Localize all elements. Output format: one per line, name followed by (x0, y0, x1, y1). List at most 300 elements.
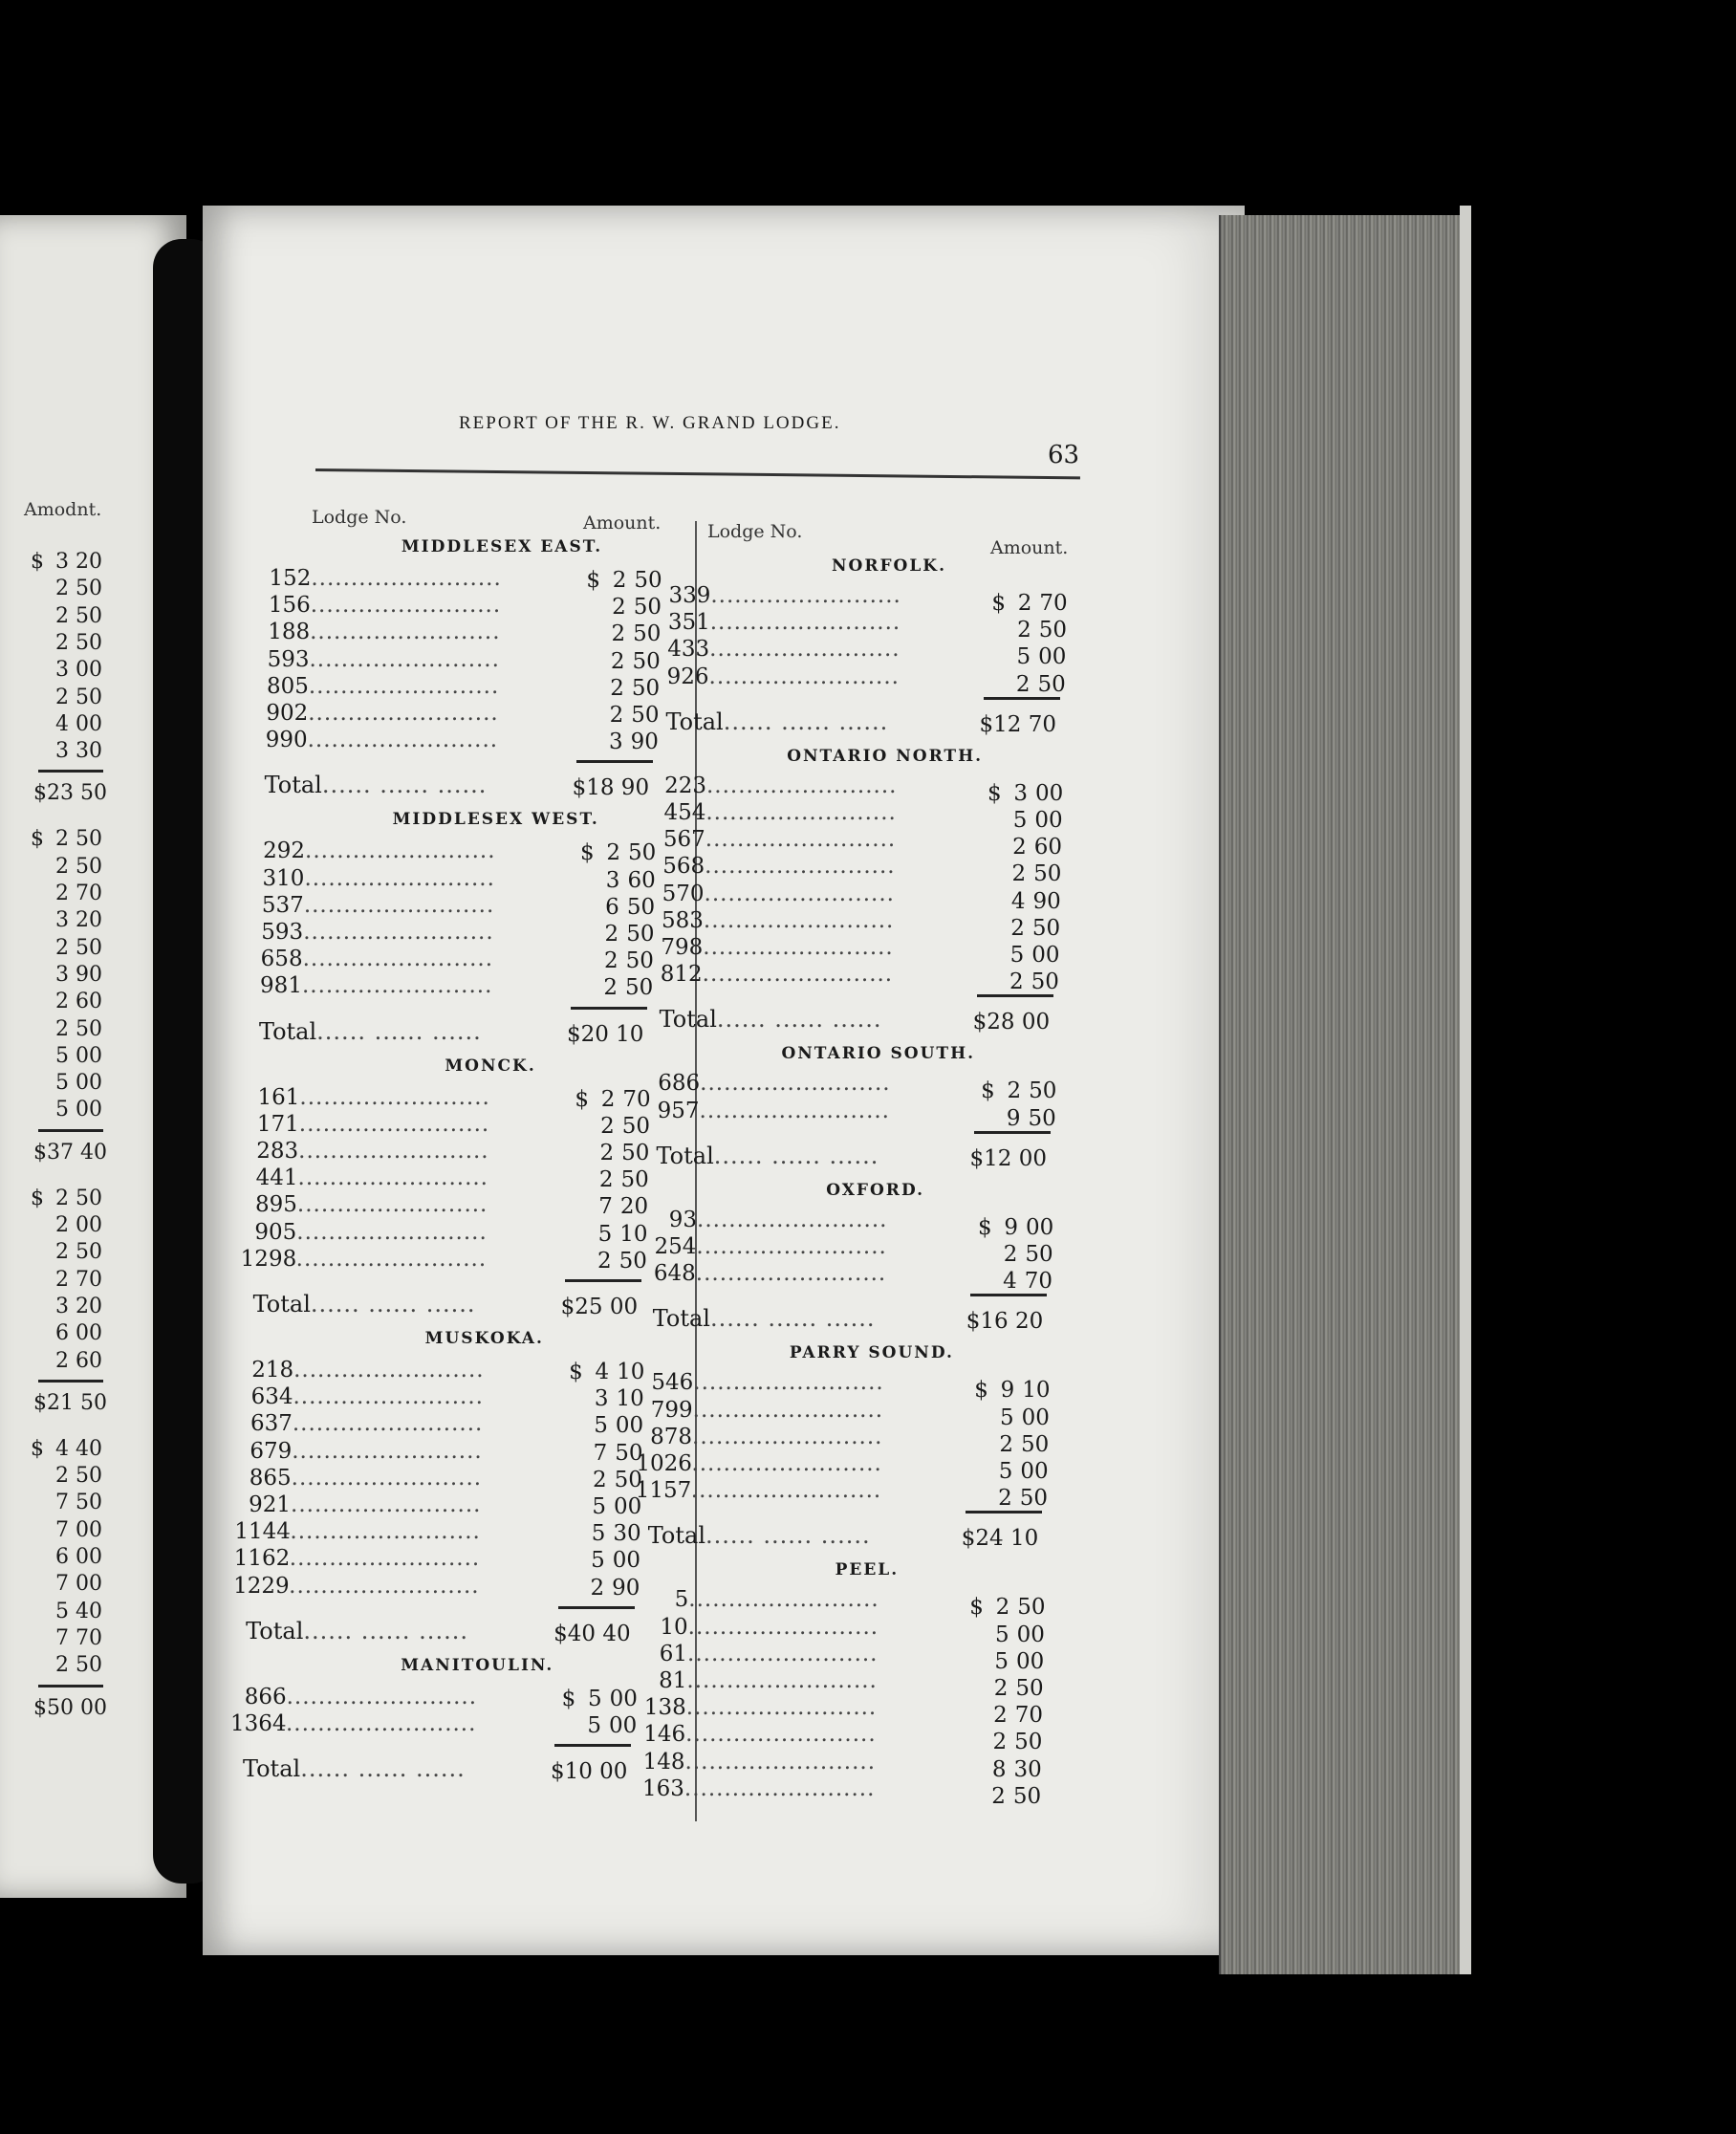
cents: 50 (1012, 1783, 1042, 1809)
dollars: 6 (605, 894, 619, 920)
dollars: 7 (598, 1194, 613, 1220)
leader-dots (296, 1220, 488, 1245)
cents: 50 (76, 1653, 102, 1678)
cents: 50 (628, 840, 657, 866)
leader-dots: ...... ...... ...... (713, 1142, 879, 1169)
total-rule (38, 1129, 103, 1132)
amount (984, 943, 1064, 968)
amount (31, 1071, 106, 1095)
leader-dots (310, 620, 501, 644)
amount (31, 1017, 106, 1041)
amount (583, 729, 663, 754)
lodge-number: 188 (268, 620, 311, 645)
cents: 50 (1037, 671, 1066, 697)
dollars: 2 (999, 1431, 1014, 1457)
leader-dots (686, 1695, 878, 1720)
dollars: 7 (55, 1625, 69, 1650)
cents: 50 (76, 935, 102, 960)
dollars: 2 (590, 1575, 605, 1600)
dollars: 2 (603, 948, 618, 974)
amount (990, 644, 1071, 669)
dollars: 2 (998, 1486, 1012, 1512)
lodge-number: 138 (643, 1695, 686, 1721)
total-amount: $23 50 (33, 781, 107, 806)
lodge-number: 1364 (229, 1711, 287, 1736)
cents: 20 (619, 1194, 649, 1220)
table-row (247, 973, 493, 1000)
currency-sign: $ (561, 1686, 576, 1711)
total-amount: $12 00 (969, 1145, 1047, 1171)
table-row (230, 1711, 477, 1738)
total-label (259, 1018, 482, 1045)
dollars: 5 (994, 1648, 1009, 1674)
lodge-number: 926 (666, 664, 709, 689)
dollars: 2 (993, 1703, 1008, 1729)
cents: 50 (1038, 618, 1068, 643)
dollars: 5 (594, 1413, 608, 1439)
dollars: 2 (55, 1267, 69, 1292)
table-row (632, 1642, 879, 1668)
amount (31, 686, 106, 709)
cents: 00 (76, 1572, 102, 1597)
cents: 00 (1034, 808, 1063, 833)
amount (977, 1269, 1057, 1294)
cents: 00 (612, 1548, 641, 1574)
leader-dots (710, 583, 901, 608)
total-label (653, 1305, 876, 1332)
currency-sign: $ (981, 1078, 995, 1104)
dollars: 3 (55, 908, 69, 933)
dollars: 9 (1004, 1214, 1019, 1240)
leader-dots: ...... ...... ...... (321, 772, 488, 799)
lodge-header-left: Lodge No. (312, 507, 407, 528)
table-row (638, 1398, 884, 1425)
dollars: 2 (55, 577, 69, 601)
lodge-number: 570 (662, 881, 705, 906)
leader-dots (704, 908, 895, 933)
leader-dots (311, 566, 502, 591)
amount (987, 808, 1067, 833)
total-rule (970, 1294, 1047, 1296)
total-label (246, 1618, 468, 1644)
table-row (248, 920, 494, 947)
currency-sign: $ (31, 827, 44, 852)
total-label (657, 1143, 879, 1169)
dollars: 2 (993, 1676, 1009, 1701)
cents: 00 (76, 1517, 102, 1542)
table-row (255, 593, 502, 620)
lodge-number: 902 (266, 701, 309, 726)
leader-dots (686, 1668, 878, 1693)
leader-dots (696, 1261, 887, 1286)
cents: 50 (76, 603, 102, 628)
lodge-number: 567 (662, 827, 705, 853)
amount (969, 1622, 1050, 1647)
cents: 50 (614, 1467, 642, 1492)
leader-dots (687, 1642, 879, 1666)
lodge-number: 148 (642, 1749, 685, 1775)
amount (31, 604, 106, 628)
cents: 30 (1013, 1756, 1042, 1782)
cents: 00 (1021, 1405, 1050, 1430)
total-label (265, 772, 488, 798)
lodge-number: 798 (661, 935, 704, 960)
dollars: 2 (600, 1113, 615, 1139)
lodge-number: 81 (659, 1668, 687, 1693)
total-rule (966, 1511, 1042, 1513)
total-label (648, 1522, 871, 1549)
total-label (243, 1755, 466, 1782)
dollars: 4 (1003, 1269, 1017, 1295)
dollars: 2 (55, 1240, 69, 1265)
leader-dots (684, 1776, 876, 1801)
cents: 50 (76, 827, 102, 852)
dollars: 2 (1015, 671, 1031, 697)
amount (31, 1044, 106, 1068)
cents: 50 (626, 922, 655, 947)
cents: 50 (76, 685, 102, 709)
lodge-number: 223 (664, 773, 706, 798)
section-title: MIDDLESEX WEST. (392, 810, 599, 830)
table-row (637, 1425, 883, 1451)
dollars: 2 (599, 1141, 615, 1165)
leader-dots (691, 1451, 882, 1476)
cents: 00 (76, 658, 102, 683)
cents: 00 (76, 1098, 102, 1122)
total-word: Total (242, 1755, 301, 1783)
table-row (633, 1615, 879, 1642)
cents: 60 (627, 867, 656, 893)
cents: 50 (76, 630, 102, 655)
cents: 50 (1021, 1431, 1050, 1457)
table-row (647, 935, 894, 962)
dollars: 2 (55, 1016, 69, 1041)
leader-dots (688, 1615, 879, 1640)
leader-dots (691, 1478, 882, 1503)
section-title: MONCK. (445, 1056, 536, 1076)
table-row (248, 947, 494, 973)
amount (31, 1653, 106, 1677)
section-title: MANITOULIN. (401, 1655, 554, 1675)
leader-dots: ...... ...... ...... (709, 1305, 876, 1333)
dollars: 3 (55, 962, 69, 987)
dollars: 2 (612, 595, 626, 621)
amount (981, 1078, 1061, 1103)
dollars: 2 (612, 568, 627, 593)
cents: 50 (1029, 1078, 1057, 1104)
leader-dots (309, 674, 500, 699)
dollars: 5 (998, 1459, 1013, 1484)
lodge-number: 878 (650, 1424, 693, 1449)
total-word: Total (252, 1291, 311, 1317)
total-word: Total (264, 772, 322, 799)
dollars: 5 (597, 1221, 613, 1247)
cents: 50 (1031, 915, 1061, 941)
dollars: 5 (55, 1071, 69, 1096)
amount (31, 658, 106, 682)
leader-dots (685, 1722, 877, 1747)
amount (991, 591, 1072, 616)
lodge-number: 895 (255, 1192, 297, 1218)
leader-dots (304, 893, 495, 918)
amount (969, 1595, 1050, 1620)
cents: 50 (624, 975, 654, 1001)
cents: 60 (76, 990, 102, 1014)
leader-dots (696, 1234, 887, 1259)
total-rule (576, 760, 653, 763)
leader-dots (293, 1358, 485, 1383)
cents: 50 (621, 1141, 650, 1165)
dollars: 2 (598, 1167, 614, 1193)
dollars: 8 (991, 1756, 1007, 1782)
table-row (644, 1099, 891, 1125)
currency-sign: $ (580, 840, 595, 866)
amount (31, 550, 106, 574)
amount (31, 1518, 106, 1542)
amount (31, 1626, 106, 1650)
amount (31, 1437, 106, 1461)
cents: 00 (76, 1071, 102, 1096)
leader-dots (685, 1750, 877, 1775)
leader-dots (709, 664, 901, 689)
amount (577, 975, 658, 1000)
leader-dots (304, 866, 495, 891)
lodge-number: 5 (674, 1587, 689, 1613)
dollars: 5 (587, 1686, 602, 1711)
table-row (650, 800, 897, 827)
leader-dots: ...... ...... ...... (316, 1017, 482, 1045)
cents: 50 (1031, 969, 1059, 995)
leader-dots (298, 1139, 489, 1164)
lodge-number: 1229 (233, 1573, 290, 1599)
leader-dots (703, 935, 894, 960)
leader-dots (710, 610, 901, 635)
total-rule (38, 1380, 103, 1383)
table-row (250, 838, 496, 865)
dollars: 2 (1003, 1242, 1018, 1267)
total-amount: $20 10 (566, 1021, 644, 1047)
cents: 50 (631, 675, 661, 701)
table-row (640, 1261, 887, 1288)
cents: 50 (634, 568, 662, 593)
dollars: 6 (55, 1321, 69, 1346)
leader-dots (705, 882, 896, 906)
amount (31, 739, 106, 763)
table-row (631, 1668, 878, 1695)
table-row (238, 1358, 485, 1384)
leader-dots (709, 637, 901, 662)
leader-dots (308, 701, 499, 726)
cents: 40 (76, 1436, 102, 1461)
lodge-number: 593 (261, 920, 304, 945)
currency-sign: $ (987, 780, 1002, 806)
leader-dots (289, 1574, 480, 1599)
cents: 00 (76, 1321, 102, 1346)
dollars: 3 (55, 1294, 69, 1318)
lodge-number: 310 (262, 865, 305, 891)
amount-header-right: Amount. (990, 537, 1069, 558)
table-row (231, 1685, 478, 1711)
dollars: 2 (610, 675, 624, 701)
total-word: Total (652, 1305, 710, 1333)
currency-sign: $ (586, 568, 600, 593)
total-rule (571, 1007, 647, 1010)
leader-dots (700, 1071, 891, 1096)
total-word: Total (659, 1006, 717, 1034)
lodge-number: 990 (265, 728, 308, 753)
cents: 50 (76, 1186, 102, 1210)
lodge-number: 171 (256, 1111, 299, 1137)
table-row (254, 620, 501, 646)
table-row (234, 1546, 481, 1573)
lodge-number: 799 (650, 1397, 693, 1423)
total-amount: $50 00 (33, 1695, 107, 1720)
table-row (249, 893, 495, 920)
left-page-amount-header: Amodnt. (24, 499, 102, 520)
dollars: 5 (591, 1521, 606, 1547)
amount (31, 1600, 106, 1623)
amount (565, 1521, 645, 1546)
cents: 00 (76, 1545, 102, 1569)
cents: 00 (1026, 1214, 1054, 1240)
total-label (666, 708, 889, 735)
lodge-number: 1144 (234, 1519, 291, 1545)
amount (991, 618, 1072, 642)
amount (31, 577, 106, 600)
dollars: 5 (1012, 808, 1028, 833)
cents: 70 (1014, 1703, 1044, 1729)
total-amount: $25 00 (560, 1295, 639, 1319)
amount (31, 1187, 106, 1210)
dollars: 2 (609, 703, 624, 728)
leader-dots (297, 1192, 488, 1217)
cents: 00 (1016, 1622, 1045, 1647)
dollars: 7 (593, 1440, 608, 1466)
leader-dots (293, 1411, 484, 1436)
leader-dots (292, 1466, 483, 1491)
table-row (644, 1071, 891, 1098)
amount (984, 969, 1064, 994)
currency-sign: $ (569, 1360, 583, 1384)
currency-sign: $ (31, 1186, 44, 1210)
amount (575, 1114, 655, 1139)
lodge-number: 546 (651, 1370, 694, 1396)
amount (31, 963, 106, 987)
dollars: 2 (55, 935, 69, 960)
table-row (636, 1478, 882, 1505)
dollars: 3 (605, 867, 620, 893)
amount (966, 1757, 1047, 1782)
amount (31, 936, 106, 960)
leader-dots (299, 1085, 490, 1110)
lodge-number: 433 (667, 637, 710, 663)
table-row (252, 728, 499, 754)
leader-dots (705, 800, 897, 825)
cents: 60 (1033, 835, 1063, 860)
lodge-number: 61 (659, 1641, 688, 1666)
total-rule (558, 1606, 635, 1609)
lodge-number: 156 (268, 593, 311, 619)
amount (990, 672, 1071, 697)
cents: 50 (76, 1464, 102, 1489)
leader-dots (303, 920, 494, 945)
amount (968, 1649, 1049, 1674)
dollars: 5 (591, 1548, 605, 1574)
dollars: 2 (55, 685, 69, 709)
amount (972, 1486, 1052, 1511)
total-amount: $24 10 (961, 1526, 1039, 1552)
cents: 00 (609, 1686, 638, 1711)
currency-sign: $ (974, 1378, 988, 1404)
amount (972, 1459, 1052, 1484)
total-word: Total (647, 1522, 705, 1550)
amount (987, 781, 1068, 806)
dollars: 5 (55, 1098, 69, 1122)
section-title: ONTARIO NORTH. (787, 746, 984, 766)
table-row (252, 701, 499, 728)
cents: 50 (621, 1113, 651, 1139)
amount (31, 1349, 106, 1373)
cents: 50 (76, 1016, 102, 1041)
cents: 50 (1025, 1242, 1053, 1267)
total-amount: $10 00 (550, 1759, 628, 1785)
total-label (253, 1291, 476, 1317)
dollars: 2 (603, 975, 618, 1001)
leader-dots (287, 1685, 478, 1709)
cents: 00 (608, 1713, 638, 1738)
amount (986, 861, 1066, 886)
amount (566, 1494, 646, 1519)
amount (31, 631, 106, 655)
amount (31, 882, 106, 905)
table-row (631, 1695, 878, 1722)
amount (31, 1572, 106, 1596)
lodge-number: 686 (658, 1071, 701, 1097)
lodge-number: 10 (660, 1614, 688, 1640)
lodge-number: 1157 (635, 1478, 692, 1504)
dollars: 2 (1009, 969, 1024, 995)
dollars: 2 (1011, 861, 1027, 887)
lodge-header-right: Lodge No. (707, 521, 803, 542)
total-word: Total (656, 1142, 714, 1169)
dollars: 3 (594, 1386, 609, 1412)
dollars: 5 (592, 1494, 607, 1519)
leader-dots (308, 728, 499, 752)
cents: 00 (1016, 1648, 1045, 1674)
lodge-number: 568 (662, 854, 705, 880)
cents: 50 (76, 854, 102, 879)
cents: 50 (76, 1491, 102, 1515)
lodge-number: 146 (643, 1722, 686, 1748)
dollars: 9 (1006, 1105, 1021, 1131)
table-row (234, 1519, 481, 1546)
cents: 50 (626, 894, 656, 920)
dollars: 2 (593, 1467, 607, 1492)
lodge-number: 218 (251, 1358, 294, 1383)
dollars: 2 (604, 922, 619, 947)
table-row (238, 1384, 485, 1411)
dollars: 2 (55, 990, 69, 1014)
leader-dots: ...... ...... ...... (705, 1522, 871, 1550)
dollars: 2 (1012, 835, 1027, 860)
cents: 50 (1033, 861, 1062, 887)
cents: 90 (612, 1575, 640, 1600)
dollars: 5 (1016, 644, 1031, 670)
lodge-number: 537 (261, 892, 304, 918)
dollars: 2 (1017, 591, 1032, 616)
table-row (241, 1220, 488, 1247)
dollars: 2 (55, 1348, 69, 1373)
